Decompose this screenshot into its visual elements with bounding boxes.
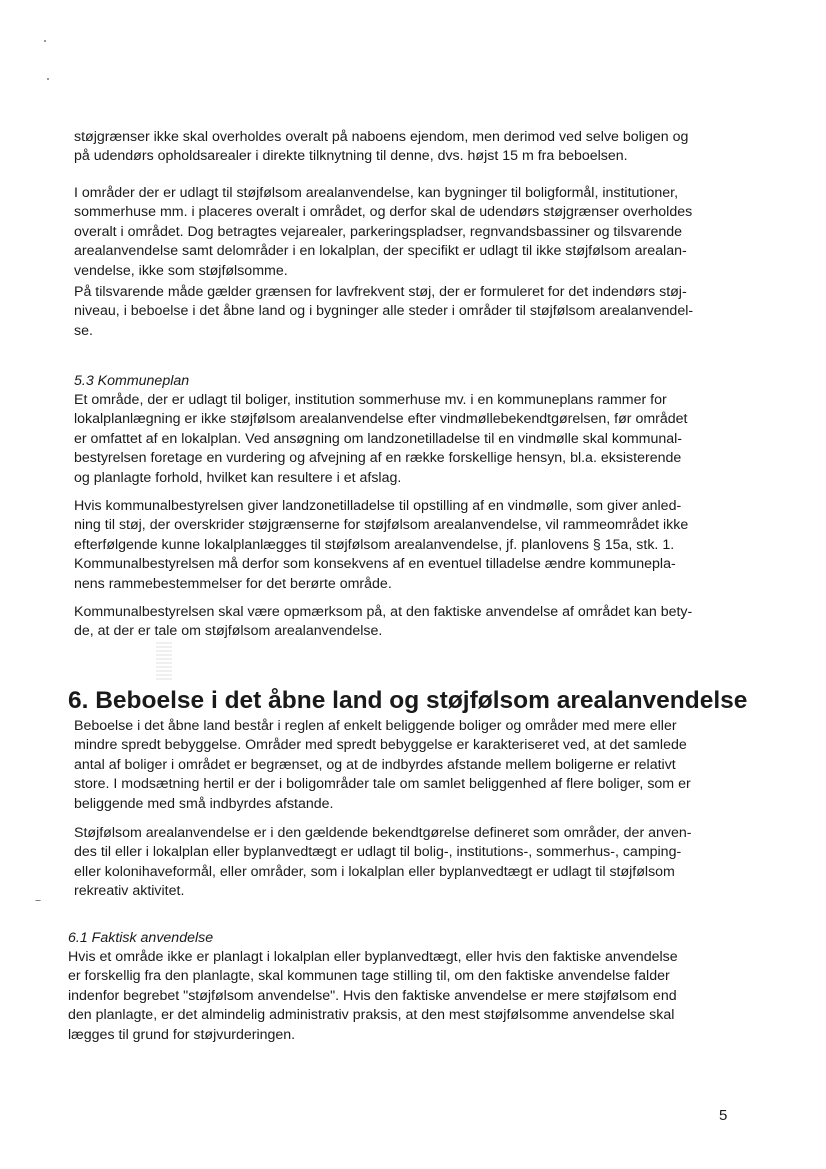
paragraph-noise-sensitive-areas (74, 184, 744, 281)
paragraph-actual-use (74, 603, 744, 642)
text-line: bestyrelsen foretage en vurdering og afvejning af en række forskellige hensyn, bl.a. eksisterende (74, 450, 682, 467)
text-line: Hvis kommunalbestyrelsen giver landzonetilladelse til opstilling af en vindmølle, som giver anled- (74, 498, 682, 514)
text-line: nens rammebestemmelser for det berørte område. (74, 575, 392, 592)
text-line: er omfattet af en lokalplan. Ved ansøgning om landzonetilladelse til en vindmølle skal kommunal- (74, 430, 683, 447)
text-line: lokalplanlægning er ikke støjfølsom arealanvendelse efter vindmøllebekendtgørelsen, før området (74, 411, 688, 428)
text-line: overalt i området. Dog betragtes vejarealer, parkeringspladser, regnvandsbassiner og tilsvarende (74, 223, 683, 240)
text-line: des til eller i lokalplan eller byplanvedtægt er udlagt til bolig-, institutions-, sommerhus-, camping- (74, 844, 682, 861)
scan-speck (47, 78, 49, 80)
paragraph-factual-use (68, 948, 738, 1045)
paragraph-noise-limits (74, 128, 744, 167)
text-line: Beboelse i det åbne land består i reglen af enkelt beliggende boliger og områder med mere eller (74, 718, 677, 734)
text-line: eller kolonihaveformål, eller områder, som i lokalplan eller byplanvedtægt er udlagt til støjfølsom (74, 863, 675, 880)
paragraph-municipal-plan (74, 391, 744, 488)
text-line: den planlagte, er det almindelig administrativ praksis, at den mest støjfølsomme anvendelse skal (68, 1007, 675, 1024)
subheading-6-1: 6.1 Faktisk anvendelse (68, 930, 214, 946)
text-line: de, at der er tale om støjfølsom arealanvendelse. (74, 623, 383, 640)
text-line: se. (74, 322, 93, 339)
text-line: lægges til grund for støjvurderingen. (68, 1026, 296, 1043)
text-line: Kommunalbestyrelsen må derfor som konsekvens af en eventuel tilladelse ændre kommunepla- (74, 556, 676, 573)
text-line: på udendørs opholdsarealer i direkte tilknytning til denne, dvs. højst 15 m fra beboelsen. (74, 148, 628, 165)
paragraph-open-country-dwellings (74, 717, 744, 814)
text-line: sommerhuse mm. i placeres overalt i området, og derfor skal de udendørs støjgrænser overholdes (74, 204, 693, 221)
paragraph-definition (74, 824, 744, 902)
text-line: arealanvendelse samt delområder i en lokalplan, der specifikt er udlagt til ikke støjfølsom arealan- (74, 243, 687, 260)
scan-speck (44, 40, 46, 42)
text-line: antal af boliger i området er begrænset, og at de indbyrdes afstande mellem boligerne er relativt (74, 756, 676, 773)
subheading-5-3: 5.3 Kommuneplan (74, 373, 190, 389)
text-line: vendelse, ikke som støjfølsomme. (74, 262, 288, 279)
paragraph-rural-zone-permit (74, 497, 744, 594)
text-line: niveau, i beboelse i det åbne land og i bygninger alle steder i områder til støjfølsom arealanvendel- (74, 303, 694, 320)
text-line: store. I modsætning hertil er der i boligområder tale om samlet beliggenhed af flere boliger, som er (74, 776, 691, 793)
text-line: rekreativ aktivitet. (74, 883, 185, 900)
text-line: er forskellig fra den planlagte, skal kommunen tage stilling til, om den faktiske anvendelse falder (68, 968, 670, 985)
text-line: Et område, der er udlagt til boliger, institution sommerhuse mv. i en kommuneplans rammer for (74, 392, 667, 408)
text-line: I områder der er udlagt til støjfølsom arealanvendelse, kan bygninger til boligformål, institutioner, (74, 185, 679, 201)
text-line: På tilsvarende måde gælder grænsen for lavfrekvent støj, der er formuleret for det indendørs støj- (74, 284, 687, 300)
text-line: Hvis et område ikke er planlagt i lokalplan eller byplanvedtægt, eller hvis den faktiske anvendelse (68, 949, 678, 965)
scan-smudge (156, 640, 172, 680)
text-line: Støjfølsom arealanvendelse er i den gældende bekendtgørelse defineret som områder, der anven- (74, 825, 692, 841)
scan-speck (35, 900, 41, 901)
section-heading-6: 6. Beboelse i det åbne land og støjfølsom arealanvendelse (68, 687, 748, 714)
text-line: mindre spredt bebyggelse. Områder med spredt bebyggelse er karakteriseret ved, at det samlede (74, 737, 687, 754)
text-line: efterfølgende kunne lokalplanlægges til støjfølsom arealanvendelse, jf. planlovens § 15a, stk. 1. (74, 536, 675, 553)
text-line: beliggende med små indbyrdes afstande. (74, 795, 334, 812)
paragraph-low-frequency-noise (74, 283, 744, 341)
text-line: Kommunalbestyrelsen skal være opmærksom på, at den faktiske anvendelse af området kan bety- (74, 604, 693, 620)
text-line: indenfor begrebet "støjfølsom anvendelse". Hvis den faktiske anvendelse er mere støjfølsom end (68, 987, 677, 1004)
page-number: 5 (719, 1107, 728, 1124)
text-line: ning til støj, der overskrider støjgrænserne for støjfølsom arealanvendelse, vil rammeområdet ikke (74, 517, 689, 534)
text-line: støjgrænser ikke skal overholdes overalt på naboens ejendom, men derimod ved selve boligen og (74, 129, 689, 145)
text-line: og planlagte forhold, hvilket kan resultere i et afslag. (74, 469, 402, 486)
